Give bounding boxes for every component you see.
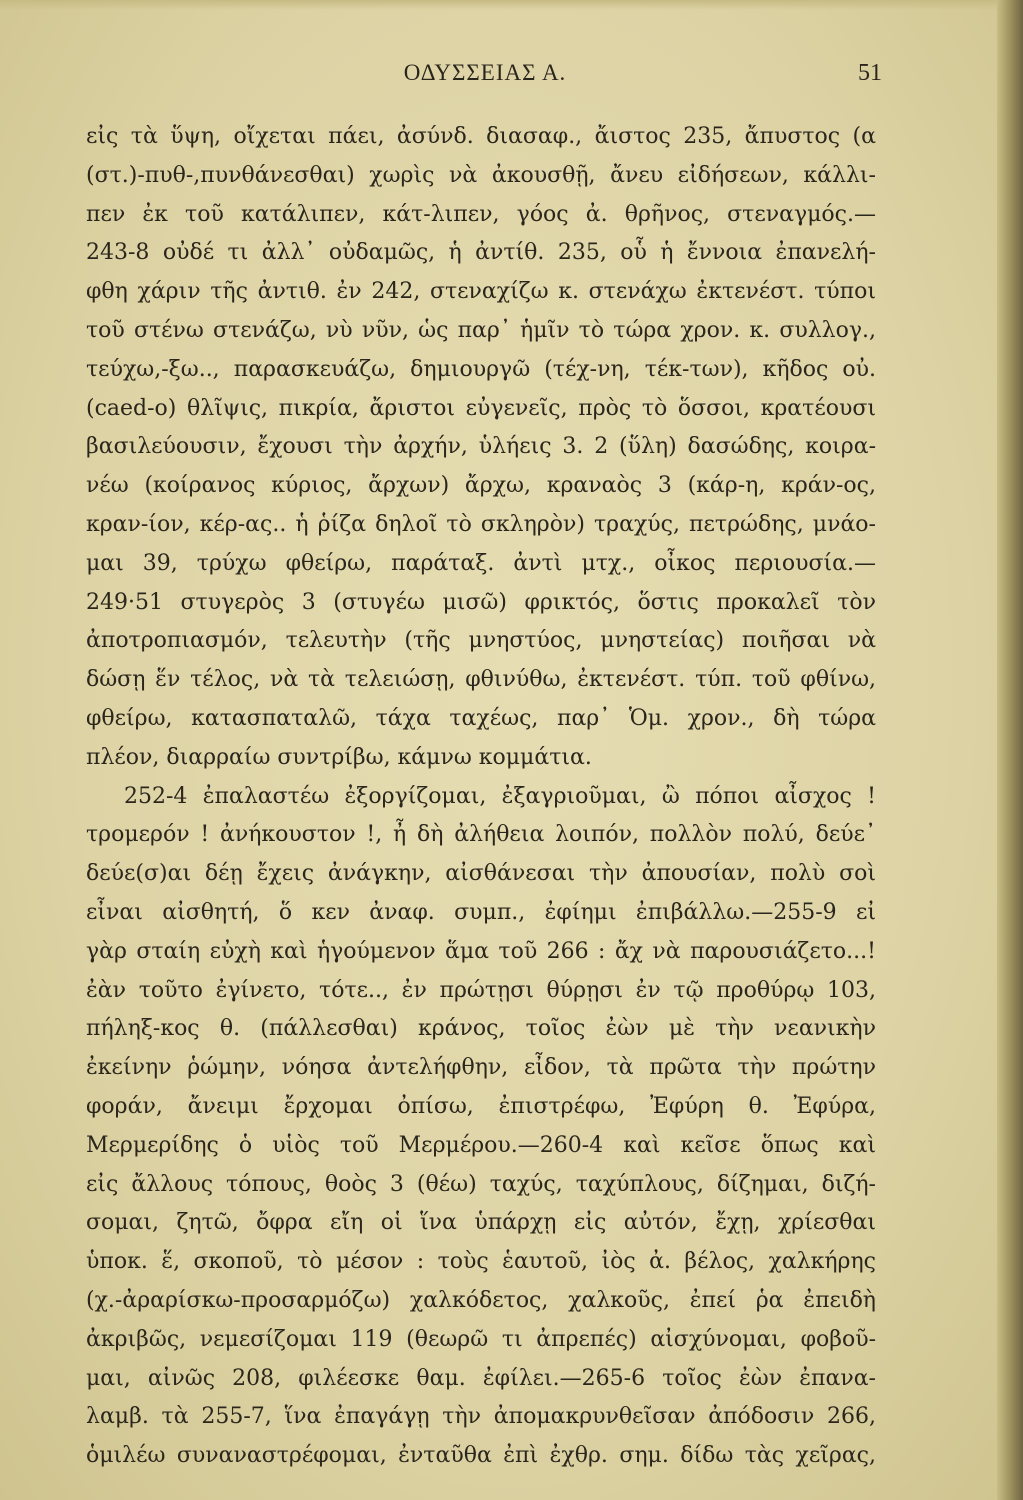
page-top-edge xyxy=(0,0,1023,10)
text-line: τοῦ στένω στενάζω, νὺ νῦν, ὡς παρ᾽ ἡμῖν τὸ τώρα χρον. κ. συλλογ., xyxy=(86,317,876,343)
page-number: 51 xyxy=(858,60,882,86)
page-header xyxy=(90,60,880,96)
text-line: κραν-ίον, κέρ-ας.. ἡ ῥίζα δηλοῖ τὸ σκληρὸν) τραχύς, πετρώδης, μνάο- xyxy=(86,511,876,537)
text-line: ὁμιλέω συναναστρέφομαι, ἐνταῦθα ἐπὶ ἐχθρ. σημ. δίδω τὰς χεῖρας, xyxy=(86,1443,876,1469)
text-line: ἀποτροπιασμόν, τελευτὴν (τῆς μνηστύος, μνηστείας) ποιῆσαι νὰ xyxy=(86,628,876,654)
text-line: μαι, αἰνῶς 208, φιλέεσκε θαμ. ἐφίλει.—265-6 τοῖος ἐὼν ἐπανα- xyxy=(86,1365,876,1391)
text-line: μαι 39, τρύχω φθείρω, παράταξ. ἀντὶ μτχ., οἶκος περιουσία.— xyxy=(86,550,876,576)
text-line: (χ.-ἀραρίσκω-προσαρμόζω) χαλκόδετος, χαλκοῦς, ἐπεί ῥα ἐπειδὴ xyxy=(86,1287,876,1313)
text-line: φθη χάριν τῆς ἀντιθ. ἐν 242, στεναχίζω κ. στενάχω ἐκτενέστ. τύποι xyxy=(86,279,876,305)
text-line: δώσῃ ἕν τέλος, νὰ τὰ τελειώσῃ, φθινύθω, ἐκτενέστ. τύπ. τοῦ φθίνω, xyxy=(86,667,876,693)
text-line: σομαι, ζητῶ, ὄφρα εἴη οἱ ἵνα ὑπάρχῃ εἰς αὐτόν, ἔχῃ, χρίεσθαι xyxy=(86,1210,876,1236)
text-line: πεν ἐκ τοῦ κατάλιπεν, κάτ-λιπεν, γόος ἀ. θρῆνος, στεναγμός.— xyxy=(86,201,876,227)
text-line: πλέον, διαρραίω συντρίβω, κάμνω κομμάτια. xyxy=(86,744,592,770)
text-line: εἰς ἄλλους τόπους, θοὸς 3 (θέω) ταχύς, ταχύπλους, δίζημαι, διζή- xyxy=(86,1171,876,1197)
text-line: τρομερόν ! ἀνήκουστον !, ἦ δὴ ἀλήθεια λοιπόν, πολλὸν πολύ, δεύε᾽ xyxy=(86,822,876,848)
text-line: 249·51 στυγερὸς 3 (στυγέω μισῶ) φρικτός, ὅστις προκαλεῖ τὸν xyxy=(86,589,876,615)
running-title: ΟΔΥΣΣΕΙΑΣ Α. xyxy=(403,60,567,85)
text-line: πήληξ-κος θ. (πάλλεσθαι) κράνος, τοῖος ἐὼν μὲ τὴν νεανικὴν xyxy=(86,1016,876,1042)
book-spine-edge xyxy=(997,0,1023,1500)
text-line: εἶναι αἰσθητή, ὅ κεν ἀναφ. συμπ., ἐφίημι ἐπιβάλλω.—255-9 εἰ xyxy=(86,899,876,925)
text-line: 252-4 ἐπαλαστέω ἐξοργίζομαι, ἐξαγριοῦμαι, ὢ πόποι αἶσχος ! xyxy=(124,783,876,809)
text-line: φθείρω, κατασπαταλῶ, τάχα ταχέως, παρ᾽ Ὁμ. χρον., δὴ τώρα xyxy=(86,705,876,731)
text-line: δεύε(σ)αι δέῃ ἔχεις ἀνάγκην, αἰσθάνεσαι τὴν ἀπουσίαν, πολὺ σοὶ xyxy=(86,861,876,887)
commentary-text xyxy=(86,118,876,1476)
text-line: νέω (κοίρανος κύριος, ἄρχων) ἄρχω, κραναὸς 3 (κάρ-η, κράν-ος, xyxy=(86,473,876,499)
text-line: Μερμερίδης ὁ υἱὸς τοῦ Μερμέρου.—260-4 καὶ κεῖσε ὅπως καὶ xyxy=(86,1132,876,1158)
text-line: λαμβ. τὰ 255-7, ἵνα ἐπαγάγῃ τὴν ἀπομακρυνθεῖσαν ἀπόδοσιν 266, xyxy=(86,1404,876,1430)
text-line: βασιλεύουσιν, ἔχουσι τὴν ἀρχήν, ὑλήεις 3. 2 (ὕλη) δασώδης, κοιρα- xyxy=(86,434,876,460)
text-line: (caed-o) θλῖψις, πικρία, ἄριστοι εὐγενεῖς, πρὸς τὸ ὅσσοι, κρατέουσι xyxy=(86,395,876,421)
text-line: ἐκείνην ῥώμην, νόησα ἀντελήφθην, εἶδον, τὰ πρῶτα τὴν πρώτην xyxy=(86,1055,876,1081)
text-line: 243-8 οὐδέ τι ἀλλ᾽ οὐδαμῶς, ἡ ἀντίθ. 235, οὗ ἡ ἔννοια ἐπανελή- xyxy=(86,240,876,266)
text-line: γὰρ σταίη εὐχὴ καὶ ἡγούμενον ἅμα τοῦ 266 : ἄχ νὰ παρουσιάζετο...! xyxy=(86,938,876,964)
text-line: (στ.)-πυθ-,πυνθάνεσθαι) χωρὶς νὰ ἀκουσθῇ, ἄνευ εἰδήσεων, κάλλι- xyxy=(86,162,876,188)
text-line: ἐὰν τοῦτο ἐγίνετο, τότε.., ἐν πρώτῃσι θύρῃσι ἐν τῷ προθύρῳ 103, xyxy=(86,977,876,1003)
text-line: ὑποκ. ἕ, σκοποῦ, τὸ μέσον : τοὺς ἑαυτοῦ, ἰὸς ἀ. βέλος, χαλκήρης xyxy=(86,1249,876,1275)
text-line: φοράν, ἄνειμι ἔρχομαι ὀπίσω, ἐπιστρέφω, Ἐφύρη θ. Ἐφύρα, xyxy=(86,1093,876,1119)
text-line: εἰς τὰ ὕψη, οἴχεται πάει, ἀσύνδ. διασαφ., ἄιστος 235, ἄπυστος (α xyxy=(86,124,876,149)
text-line: ἀκριβῶς, νεμεσίζομαι 119 (θεωρῶ τι ἀπρεπές) αἰσχύνομαι, φοβοῦ- xyxy=(86,1326,876,1352)
text-line: τεύχω,-ξω.., παρασκευάζω, δημιουργῶ (τέχ-νη, τέκ-των), κῆδος οὐ. xyxy=(86,356,876,382)
